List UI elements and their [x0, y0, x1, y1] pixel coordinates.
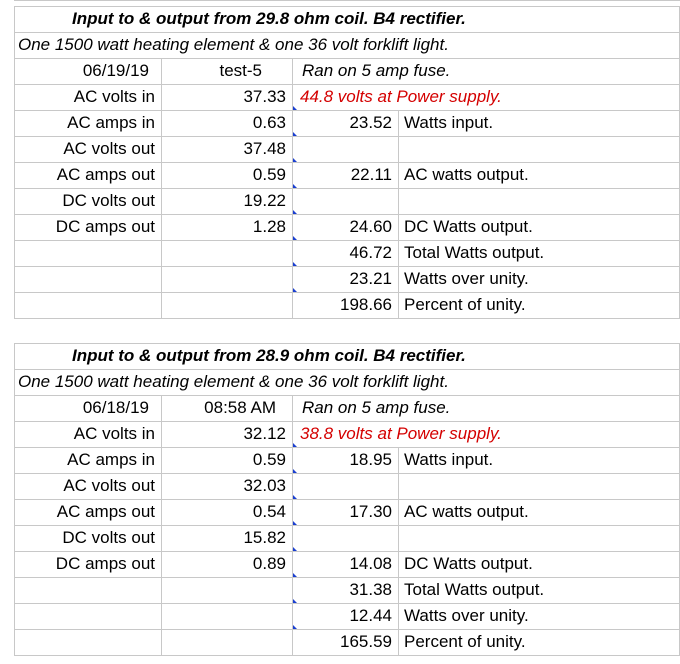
note-cell[interactable]: Watts input.	[404, 450, 494, 469]
note-cell[interactable]: AC watts output.	[404, 502, 529, 521]
note-cell[interactable]: Total Watts output.	[404, 580, 545, 599]
value-cell[interactable]	[161, 266, 292, 292]
value-cell[interactable]: 32.03	[243, 476, 286, 495]
cell-marker	[293, 495, 297, 499]
cell-marker	[293, 469, 297, 473]
grid-vline	[398, 110, 399, 318]
note-cell[interactable]: Watts input.	[404, 113, 494, 132]
calc-cell[interactable]	[292, 473, 398, 499]
note-cell[interactable]: Watts over unity.	[404, 606, 529, 625]
calc-cell[interactable]	[292, 188, 398, 214]
table-row	[0, 214, 680, 240]
fuse-note-cell[interactable]: Ran on 5 amp fuse.	[302, 398, 451, 417]
grid-hline	[14, 84, 680, 85]
grid-hline	[14, 32, 680, 33]
grid-vline	[14, 6, 15, 318]
cell-marker	[293, 599, 297, 603]
note-cell[interactable]: DC Watts output.	[404, 554, 533, 573]
value-cell[interactable]: 37.48	[243, 139, 286, 158]
label-cell[interactable]	[14, 266, 161, 292]
cell-marker	[293, 210, 297, 214]
grid-hline	[14, 395, 680, 396]
value-cell[interactable]: 32.12	[243, 424, 286, 443]
value-cell[interactable]	[161, 292, 292, 318]
cell-marker	[293, 288, 297, 292]
calc-cell[interactable]: 23.21	[349, 269, 392, 288]
table-row	[0, 551, 680, 577]
label-cell[interactable]: DC amps out	[55, 554, 155, 573]
grid-hline	[14, 266, 680, 267]
label-cell[interactable]	[14, 292, 161, 318]
grid-hline	[14, 629, 680, 630]
cell-marker	[293, 547, 297, 551]
cell-marker	[293, 184, 297, 188]
grid-hline	[14, 162, 680, 163]
section-subtitle[interactable]: One 1500 watt heating element & one 36 volt forklift light.	[18, 35, 449, 54]
label-cell[interactable]: AC volts out	[63, 139, 155, 158]
note-cell[interactable]: AC watts output.	[404, 165, 529, 184]
section-title[interactable]: Input to & output from 29.8 ohm coil. B4 rectifier.	[72, 9, 466, 28]
label-cell[interactable]	[14, 240, 161, 266]
table-row	[0, 603, 680, 629]
grid-hline	[14, 0, 680, 1]
section-title[interactable]: Input to & output from 28.9 ohm coil. B4 rectifier.	[72, 346, 466, 365]
calc-cell[interactable]: 18.95	[349, 450, 392, 469]
cell-marker	[293, 443, 297, 447]
table-row	[0, 499, 680, 525]
value-cell[interactable]: 19.22	[243, 191, 286, 210]
grid-hline	[14, 318, 680, 319]
table-row	[0, 110, 680, 136]
calc-cell[interactable]: 17.30	[349, 502, 392, 521]
table-row	[0, 421, 680, 447]
note-cell[interactable]	[398, 136, 680, 162]
grid-vline	[161, 395, 162, 655]
table-row	[0, 473, 680, 499]
table-row	[0, 188, 680, 214]
table-row	[0, 240, 680, 266]
cell-marker	[293, 132, 297, 136]
grid-hline	[14, 603, 680, 604]
calc-cell[interactable]: 24.60	[349, 217, 392, 236]
value-cell[interactable]	[161, 240, 292, 266]
value-cell[interactable]: 0.59	[252, 450, 286, 469]
value-cell[interactable]	[161, 577, 292, 603]
grid-hline	[14, 214, 680, 215]
cell-marker	[293, 521, 297, 525]
label-cell[interactable]	[14, 629, 161, 655]
date-cell[interactable]: 06/19/19	[82, 61, 149, 80]
note-cell[interactable]: Percent of unity.	[404, 295, 526, 314]
note-cell[interactable]: Total Watts output.	[404, 243, 545, 262]
value-cell[interactable]: 0.54	[252, 502, 286, 521]
cell-marker	[293, 262, 297, 266]
calc-cell[interactable]	[292, 136, 398, 162]
note-cell[interactable]	[398, 188, 680, 214]
grid-hline	[14, 473, 680, 474]
label-cell[interactable]: AC amps in	[67, 113, 155, 132]
grid-hline	[14, 110, 680, 111]
grid-hline	[14, 655, 680, 656]
label-cell[interactable]	[14, 603, 161, 629]
note-cell[interactable]: Percent of unity.	[404, 632, 526, 651]
table-row	[0, 266, 680, 292]
grid-hline	[14, 421, 680, 422]
fuse-note-cell[interactable]: Ran on 5 amp fuse.	[302, 61, 451, 80]
grid-hline	[14, 58, 680, 59]
value-cell[interactable]: 0.59	[252, 165, 286, 184]
value-cell[interactable]	[161, 629, 292, 655]
label-cell[interactable]	[14, 577, 161, 603]
grid-vline	[292, 395, 293, 655]
note-cell[interactable]: Watts over unity.	[404, 269, 529, 288]
grid-hline	[14, 292, 680, 293]
calc-cell[interactable]: 46.72	[349, 243, 392, 262]
label-cell[interactable]: DC amps out	[55, 217, 155, 236]
section-subtitle[interactable]: One 1500 watt heating element & one 36 volt forklift light.	[18, 372, 449, 391]
calc-cell[interactable]: 23.52	[349, 113, 392, 132]
value-cell[interactable]: 0.63	[252, 113, 286, 132]
section-2-title-row	[0, 343, 680, 369]
label-cell[interactable]: AC volts out	[63, 476, 155, 495]
calc-cell[interactable]: 165.59	[340, 632, 392, 651]
value-cell[interactable]: 37.33	[243, 87, 286, 106]
value-cell[interactable]: 0.89	[252, 554, 286, 573]
grid-hline	[14, 136, 680, 137]
calc-cell[interactable]	[292, 525, 398, 551]
label-cell[interactable]: AC volts in	[73, 87, 155, 106]
grid-hline	[14, 343, 680, 344]
table-row	[0, 629, 680, 655]
note-cell[interactable]: 38.8 volts at Power supply.	[300, 424, 502, 443]
grid-vline	[398, 447, 399, 655]
table-row	[0, 577, 680, 603]
calc-cell[interactable]: 31.38	[349, 580, 392, 599]
grid-hline	[14, 369, 680, 370]
cell-marker	[293, 236, 297, 240]
cell-marker	[293, 158, 297, 162]
grid-hline	[14, 577, 680, 578]
calc-cell[interactable]: 14.08	[349, 554, 392, 573]
table-row	[0, 525, 680, 551]
cell-marker	[293, 625, 297, 629]
table-row	[0, 84, 680, 110]
grid-hline	[14, 499, 680, 500]
grid-hline	[14, 447, 680, 448]
label-cell[interactable]: DC volts out	[62, 528, 155, 547]
note-cell[interactable]	[398, 473, 680, 499]
grid-hline	[14, 525, 680, 526]
calc-cell[interactable]: 22.11	[350, 165, 392, 184]
note-cell[interactable]: 44.8 volts at Power supply.	[300, 87, 502, 106]
table-row	[0, 162, 680, 188]
time-cell[interactable]: 08:58 AM	[204, 398, 276, 417]
value-cell[interactable]: 15.82	[243, 528, 286, 547]
value-cell[interactable]	[161, 603, 292, 629]
grid-hline	[14, 551, 680, 552]
section-2-subtitle-row	[0, 369, 680, 395]
label-cell[interactable]: AC amps in	[67, 450, 155, 469]
grid-hline	[14, 188, 680, 189]
note-cell[interactable]	[398, 525, 680, 551]
grid-vline	[292, 58, 293, 318]
section-1-header-row	[0, 58, 680, 84]
table-row	[0, 136, 680, 162]
test-cell[interactable]: test-5	[219, 61, 262, 80]
grid-hline	[14, 6, 680, 7]
date-cell[interactable]: 06/18/19	[82, 398, 149, 417]
cell-marker	[293, 106, 297, 110]
cell-marker	[293, 573, 297, 577]
note-cell[interactable]: DC Watts output.	[404, 217, 533, 236]
calc-cell[interactable]: 198.66	[340, 295, 392, 314]
calc-cell[interactable]: 12.44	[349, 606, 392, 625]
grid-hline	[14, 240, 680, 241]
table-row	[0, 292, 680, 318]
section-2-header-row	[0, 395, 680, 421]
label-cell[interactable]: AC amps out	[56, 502, 155, 521]
grid-vline	[161, 58, 162, 318]
label-cell[interactable]: AC amps out	[56, 165, 155, 184]
section-1-subtitle-row	[0, 32, 680, 58]
label-cell[interactable]: AC volts in	[73, 424, 155, 443]
label-cell[interactable]: DC volts out	[62, 191, 155, 210]
section-1-title-row	[0, 6, 680, 32]
value-cell[interactable]: 1.28	[252, 217, 286, 236]
table-row	[0, 447, 680, 473]
grid-vline	[14, 343, 15, 655]
